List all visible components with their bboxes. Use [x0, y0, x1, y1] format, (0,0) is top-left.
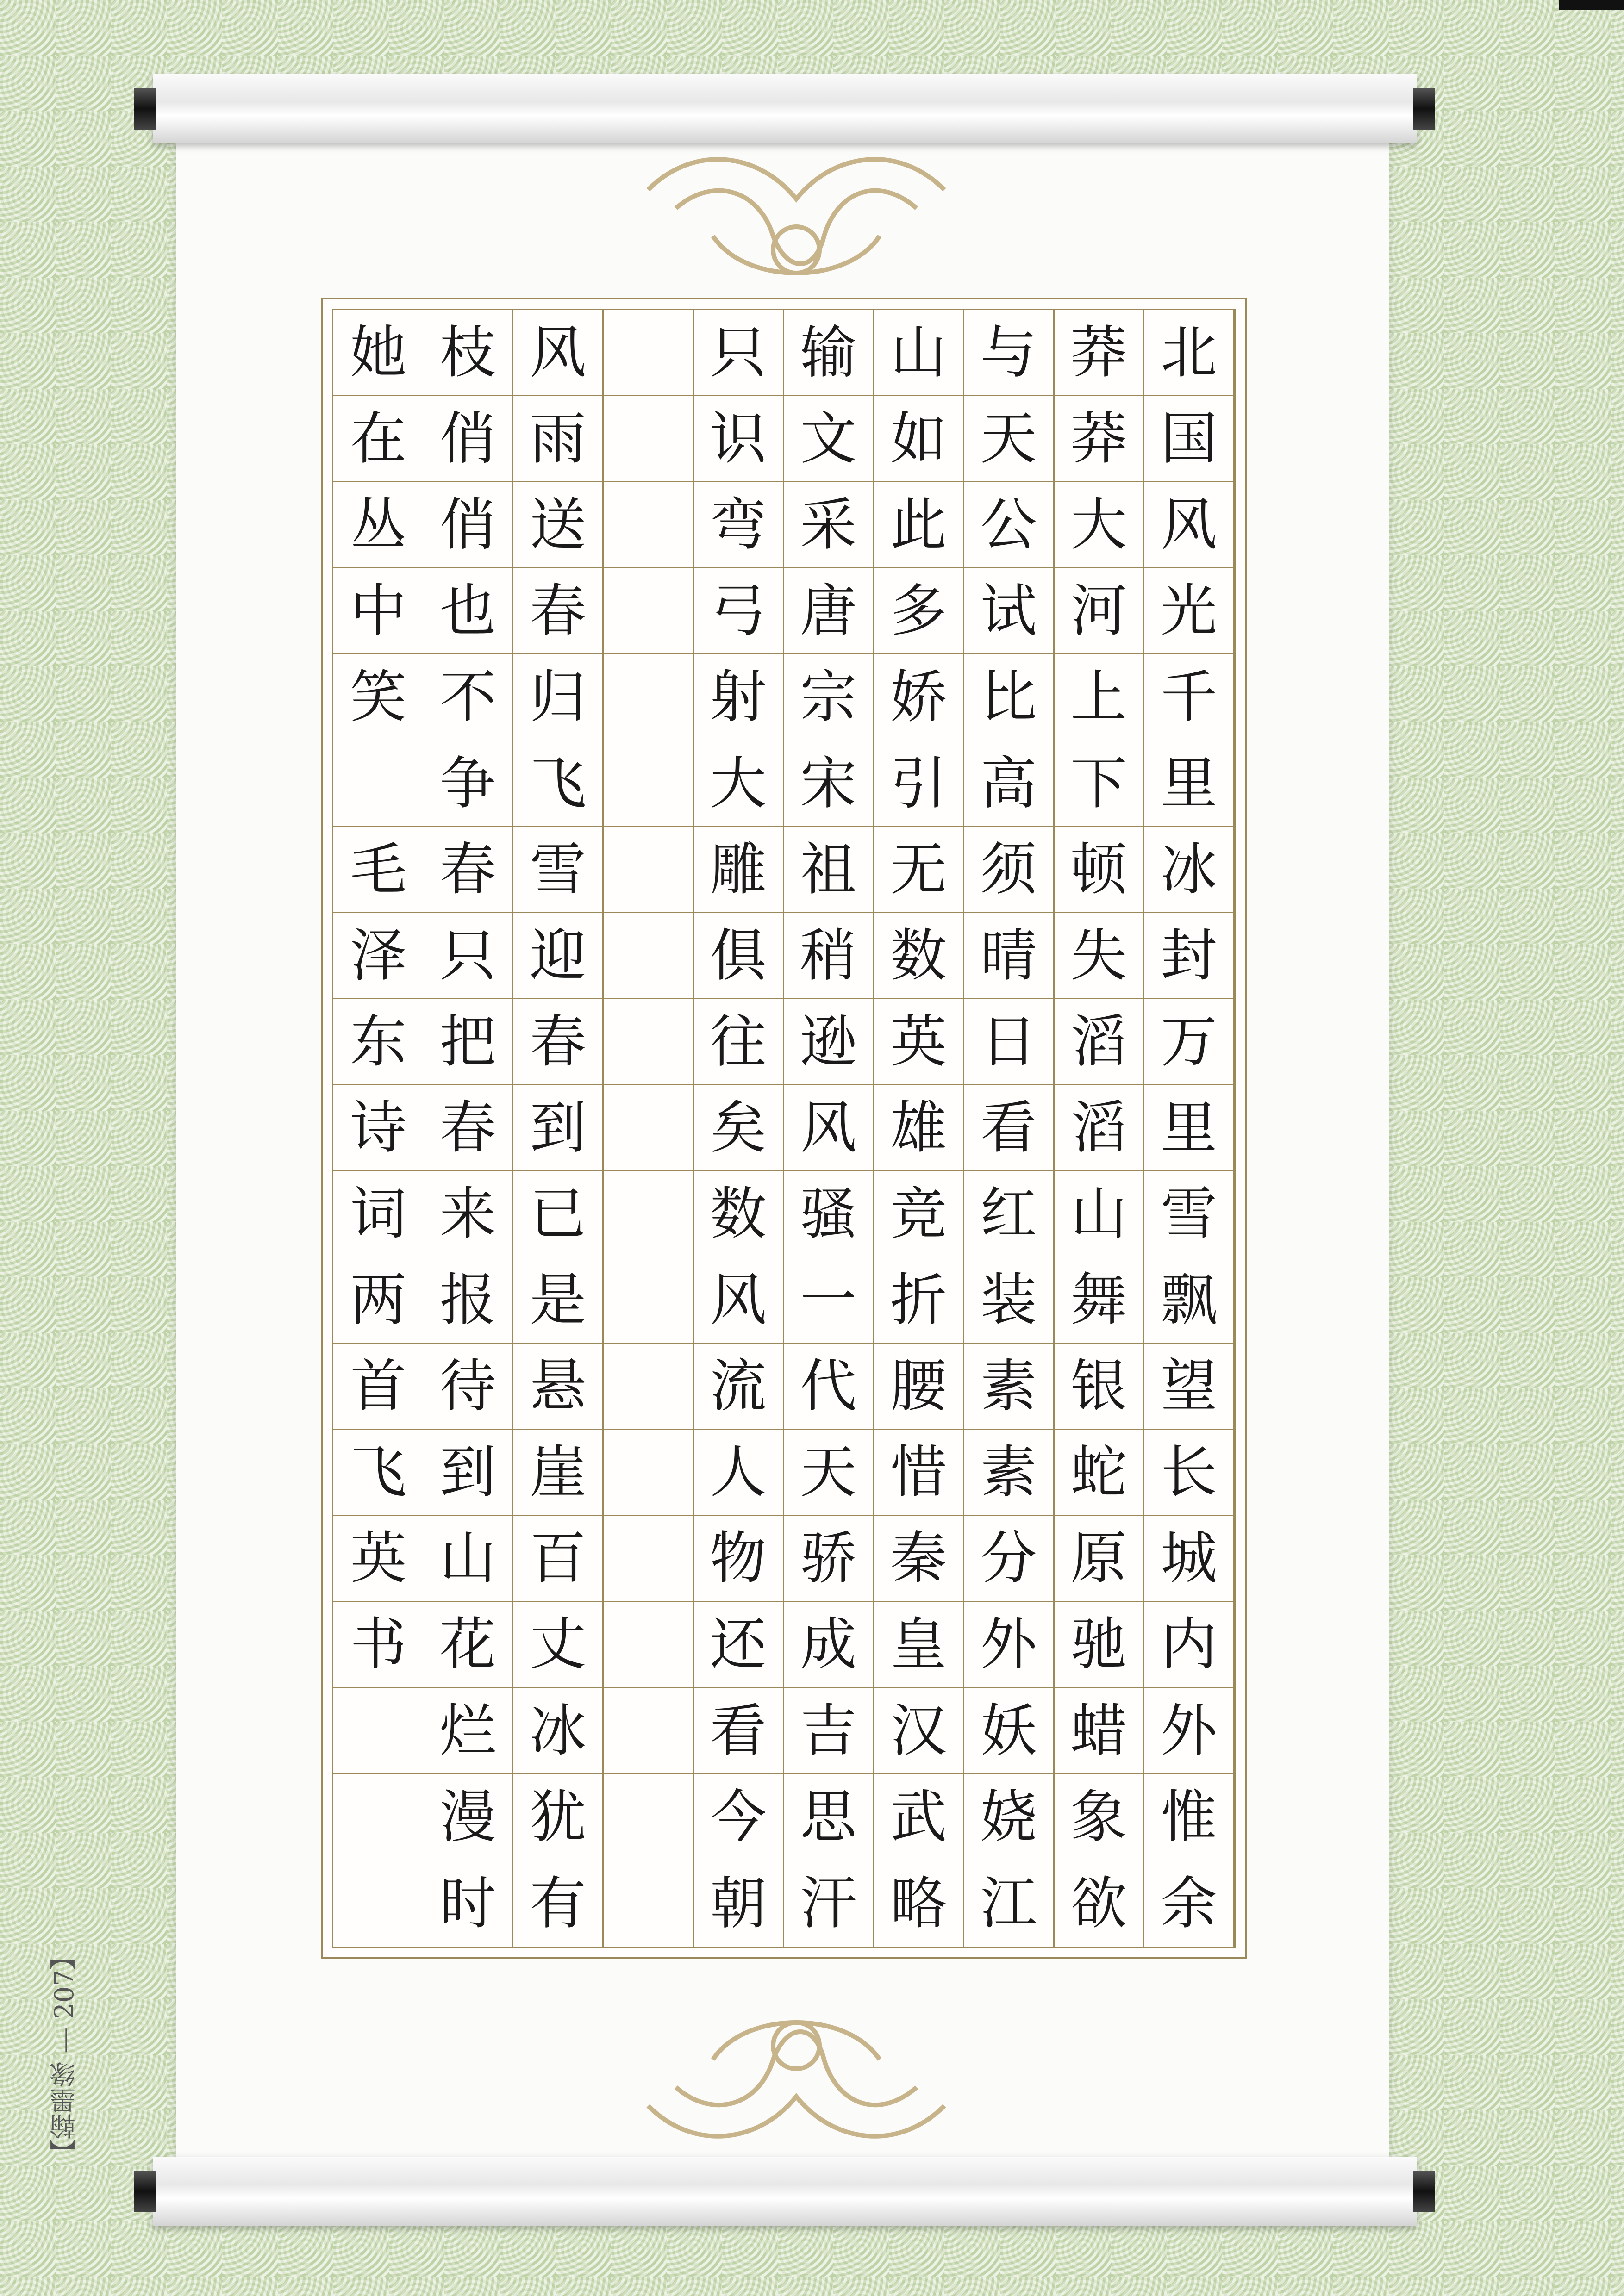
grid-cell: 到 [424, 1430, 512, 1516]
grid-cell: 驰 [1055, 1602, 1143, 1688]
grid-cell: 下 [1055, 740, 1143, 827]
grid-cell: 素 [964, 1430, 1053, 1516]
grid-cell: 娇 [874, 654, 963, 740]
grid-cell [604, 1085, 693, 1171]
grid-cell: 封 [1144, 913, 1233, 999]
grid-cell: 万 [1144, 999, 1233, 1085]
grid-cell: 今 [694, 1774, 783, 1860]
grid-column [874, 310, 964, 1947]
grid-cell [604, 1171, 693, 1257]
grid-cell: 俱 [694, 913, 783, 999]
grid-cell: 不 [424, 654, 512, 740]
grid-cell: 日 [964, 999, 1053, 1085]
grid-column [784, 310, 874, 1947]
grid-cell [604, 1602, 693, 1688]
grid-cell: 风 [694, 1257, 783, 1344]
grid-cell: 飞 [333, 1430, 424, 1516]
grid-cell: 原 [1055, 1516, 1143, 1602]
grid-cell: 丈 [513, 1602, 602, 1688]
cloud-ornament-bottom [620, 2004, 972, 2161]
grid-cell: 射 [694, 654, 783, 740]
grid-cell: 英 [333, 1516, 424, 1602]
grid-cell: 素 [964, 1344, 1053, 1430]
grid-cell: 此 [874, 482, 963, 568]
grid-cell: 皇 [874, 1602, 963, 1688]
grid-cell: 冰 [1144, 827, 1233, 913]
grid-cell: 漫 [424, 1774, 512, 1860]
grid-column [1144, 310, 1235, 1947]
grid-cell: 晴 [964, 913, 1053, 999]
grid-cell: 看 [694, 1688, 783, 1774]
grid-cell: 往 [694, 999, 783, 1085]
grid-cell: 待 [424, 1344, 512, 1430]
grid-cell: 毛 [333, 827, 424, 913]
grid-cell: 中 [333, 568, 424, 654]
grid-cell: 春 [424, 827, 512, 913]
grid-cell: 雨 [513, 396, 602, 482]
grid-cell: 枝 [424, 310, 512, 396]
grid-cell: 英 [874, 999, 963, 1085]
grid-cell: 里 [1144, 740, 1233, 827]
grid-cell: 山 [424, 1516, 512, 1602]
grid-cell: 试 [964, 568, 1053, 654]
grid-column [1055, 310, 1145, 1947]
grid-cell: 无 [874, 827, 963, 913]
grid-cell: 风 [784, 1085, 873, 1171]
roller-end-right [1413, 2171, 1435, 2212]
grid-cell [333, 740, 424, 827]
grid-cell [604, 999, 693, 1085]
grid-cell [604, 1688, 693, 1774]
grid-cell: 大 [694, 740, 783, 827]
grid-cell: 到 [513, 1085, 602, 1171]
grid-cell: 唐 [784, 568, 873, 654]
grid-cell: 思 [784, 1774, 873, 1860]
grid-column [964, 310, 1055, 1947]
grid-cell: 把 [424, 999, 512, 1085]
grid-cell: 上 [1055, 654, 1143, 740]
grid-cell: 输 [784, 310, 873, 396]
grid-cell: 来 [424, 1171, 512, 1257]
grid-cell: 已 [513, 1171, 602, 1257]
grid-column [513, 310, 604, 1947]
grid-cell: 如 [874, 396, 963, 482]
grid-cell: 与 [964, 310, 1053, 396]
scroll-roller-bottom [153, 2157, 1417, 2226]
grid-cell: 城 [1144, 1516, 1233, 1602]
grid-cell [604, 1516, 693, 1602]
grid-cell: 公 [964, 482, 1053, 568]
grid-cell: 祖 [784, 827, 873, 913]
grid-cell: 在 [333, 396, 424, 482]
grid-cell: 百 [513, 1516, 602, 1602]
grid-cell: 朝 [710, 1870, 767, 1936]
grid-cell: 有 [530, 1870, 587, 1936]
grid-cell: 悬 [513, 1344, 602, 1430]
grid-cell: 送 [513, 482, 602, 568]
grid-cell: 外 [964, 1602, 1053, 1688]
grid-cell: 数 [694, 1171, 783, 1257]
grid-cell [604, 827, 693, 913]
grid-cell: 汗 [800, 1870, 857, 1936]
grid-cell [604, 482, 693, 568]
grid-cell: 飞 [513, 740, 602, 827]
grid-cell: 物 [694, 1516, 783, 1602]
grid-cell: 腰 [874, 1344, 963, 1430]
grid-cell: 时 [439, 1870, 496, 1936]
grid-cell [604, 913, 693, 999]
grid-cell [604, 740, 693, 827]
grid-cell: 首 [333, 1344, 424, 1430]
grid-column [333, 310, 424, 1947]
grid-cell: 内 [1144, 1602, 1233, 1688]
grid-cell [604, 1430, 693, 1516]
grid-cell: 弓 [694, 568, 783, 654]
grid-cell: 雄 [874, 1085, 963, 1171]
grid-cell: 骚 [784, 1171, 873, 1257]
grid-cell: 弯 [694, 482, 783, 568]
grid-cell [604, 1774, 693, 1860]
grid-cell: 还 [694, 1602, 783, 1688]
grid-column [694, 310, 784, 1947]
roller-end-left [134, 2171, 156, 2212]
grid-cell: 雪 [1144, 1171, 1233, 1257]
grid-cell: 骄 [784, 1516, 873, 1602]
grid-cell: 外 [1144, 1688, 1233, 1774]
grid-cell: 词 [333, 1171, 424, 1257]
grid-cell: 丛 [333, 482, 424, 568]
grid-cell: 争 [424, 740, 512, 827]
grid-column [424, 310, 514, 1947]
grid-cell [333, 1860, 424, 1947]
grid-cell: 笑 [333, 654, 424, 740]
grid-cell: 装 [964, 1257, 1053, 1344]
grid-cell: 失 [1055, 913, 1143, 999]
page-number-caption: 【翰墨缘 — 207】 [50, 1944, 80, 2165]
grid-cell: 俏 [424, 396, 512, 482]
grid-cell: 江 [980, 1870, 1037, 1936]
grid-cell: 识 [694, 396, 783, 482]
grid-cell: 烂 [424, 1688, 512, 1774]
grid-cell: 人 [694, 1430, 783, 1516]
grid-cell: 顿 [1055, 827, 1143, 913]
grid-cell [604, 568, 693, 654]
grid-cell: 宋 [784, 740, 873, 827]
grid-cell: 比 [964, 654, 1053, 740]
grid-cell: 一 [784, 1257, 873, 1344]
grid-cell [604, 396, 693, 482]
grid-cell: 望 [1144, 1344, 1233, 1430]
grid-cell: 千 [1144, 654, 1233, 740]
grid-cell: 雪 [513, 827, 602, 913]
grid-cell: 山 [1055, 1171, 1143, 1257]
grid-cell: 代 [784, 1344, 873, 1430]
grid-cell: 国 [1144, 396, 1233, 482]
grid-cell: 蛇 [1055, 1430, 1143, 1516]
grid-cell: 采 [784, 482, 873, 568]
grid-cell: 里 [1144, 1085, 1233, 1171]
grid-cell: 吉 [784, 1688, 873, 1774]
grid-cell: 余 [1161, 1870, 1218, 1936]
grid-cell: 东 [333, 999, 424, 1085]
grid-cell: 数 [874, 913, 963, 999]
grid-cell: 银 [1055, 1344, 1143, 1430]
grid-cell: 娆 [964, 1774, 1053, 1860]
grid-cell: 欲 [1070, 1870, 1127, 1936]
grid-cell [333, 1688, 424, 1774]
grid-cell: 报 [424, 1257, 512, 1344]
grid-cell [604, 310, 693, 396]
grid-cell [604, 1860, 693, 1947]
grid-cell: 两 [333, 1257, 424, 1344]
grid-cell: 她 [333, 310, 424, 396]
grid-cell: 冰 [513, 1688, 602, 1774]
grid-cell: 飘 [1144, 1257, 1233, 1344]
grid-cell: 宗 [784, 654, 873, 740]
grid-cell: 略 [890, 1870, 947, 1936]
grid-cell: 多 [874, 568, 963, 654]
grid-cell: 北 [1144, 310, 1233, 396]
calligraphy-grid-frame [321, 298, 1247, 1959]
page-edge-mark [1559, 0, 1624, 10]
roller-end-left [134, 88, 156, 130]
grid-cell: 天 [964, 396, 1053, 482]
grid-cell: 俏 [424, 482, 512, 568]
grid-cell: 稍 [784, 913, 873, 999]
grid-cell: 竞 [874, 1171, 963, 1257]
grid-cell: 也 [424, 568, 512, 654]
grid-cell: 花 [424, 1602, 512, 1688]
grid-cell: 诗 [333, 1085, 424, 1171]
grid-cell: 惟 [1144, 1774, 1233, 1860]
grid-cell: 矣 [694, 1085, 783, 1171]
grid-cell: 书 [333, 1602, 424, 1688]
grid-cell: 逊 [784, 999, 873, 1085]
grid-cell: 崖 [513, 1430, 602, 1516]
grid-cell: 雕 [694, 827, 783, 913]
grid-cell: 河 [1055, 568, 1143, 654]
grid-cell: 折 [874, 1257, 963, 1344]
grid-cell: 引 [874, 740, 963, 827]
grid-cell: 看 [964, 1085, 1053, 1171]
grid-cell: 分 [964, 1516, 1053, 1602]
grid-cell: 惜 [874, 1430, 963, 1516]
grid-cell: 归 [513, 654, 602, 740]
grid-cell: 红 [964, 1171, 1053, 1257]
grid-cell: 武 [874, 1774, 963, 1860]
grid-cell [604, 1257, 693, 1344]
grid-cell: 春 [424, 1085, 512, 1171]
grid-cell: 莽 [1055, 396, 1143, 482]
grid-inner-border [332, 309, 1236, 1948]
grid-cell [604, 654, 693, 740]
grid-cell: 象 [1055, 1774, 1143, 1860]
grid-cell: 长 [1144, 1430, 1233, 1516]
grid-cell: 天 [784, 1430, 873, 1516]
grid-cell: 只 [424, 913, 512, 999]
grid-cell: 成 [784, 1602, 873, 1688]
grid-cell: 迎 [513, 913, 602, 999]
grid-cell: 大 [1055, 482, 1143, 568]
grid-cell: 只 [694, 310, 783, 396]
scroll-roller-top [153, 74, 1417, 143]
grid-cell: 是 [513, 1257, 602, 1344]
grid-cell: 风 [1144, 482, 1233, 568]
cloud-ornament-top [620, 134, 972, 292]
grid-cell: 汉 [874, 1688, 963, 1774]
grid-cell: 光 [1144, 568, 1233, 654]
grid-cell: 滔 [1055, 1085, 1143, 1171]
grid-cell [604, 1344, 693, 1430]
grid-cell: 滔 [1055, 999, 1143, 1085]
grid-cell: 高 [964, 740, 1053, 827]
grid-cell: 春 [513, 999, 602, 1085]
grid-cell: 流 [694, 1344, 783, 1430]
grid-cell: 风 [513, 310, 602, 396]
grid-cell: 犹 [513, 1774, 602, 1860]
grid-cell: 文 [784, 396, 873, 482]
grid-cell: 舞 [1055, 1257, 1143, 1344]
grid-cell: 春 [513, 568, 602, 654]
grid-cell: 莽 [1055, 310, 1143, 396]
grid-cell: 蜡 [1055, 1688, 1143, 1774]
grid-cell: 泽 [333, 913, 424, 999]
grid-cell: 妖 [964, 1688, 1053, 1774]
grid-cell: 山 [874, 310, 963, 396]
roller-end-right [1413, 88, 1435, 130]
grid-cell [333, 1774, 424, 1860]
grid-cell: 须 [964, 827, 1053, 913]
grid-cell: 秦 [874, 1516, 963, 1602]
grid-column [604, 310, 694, 1947]
